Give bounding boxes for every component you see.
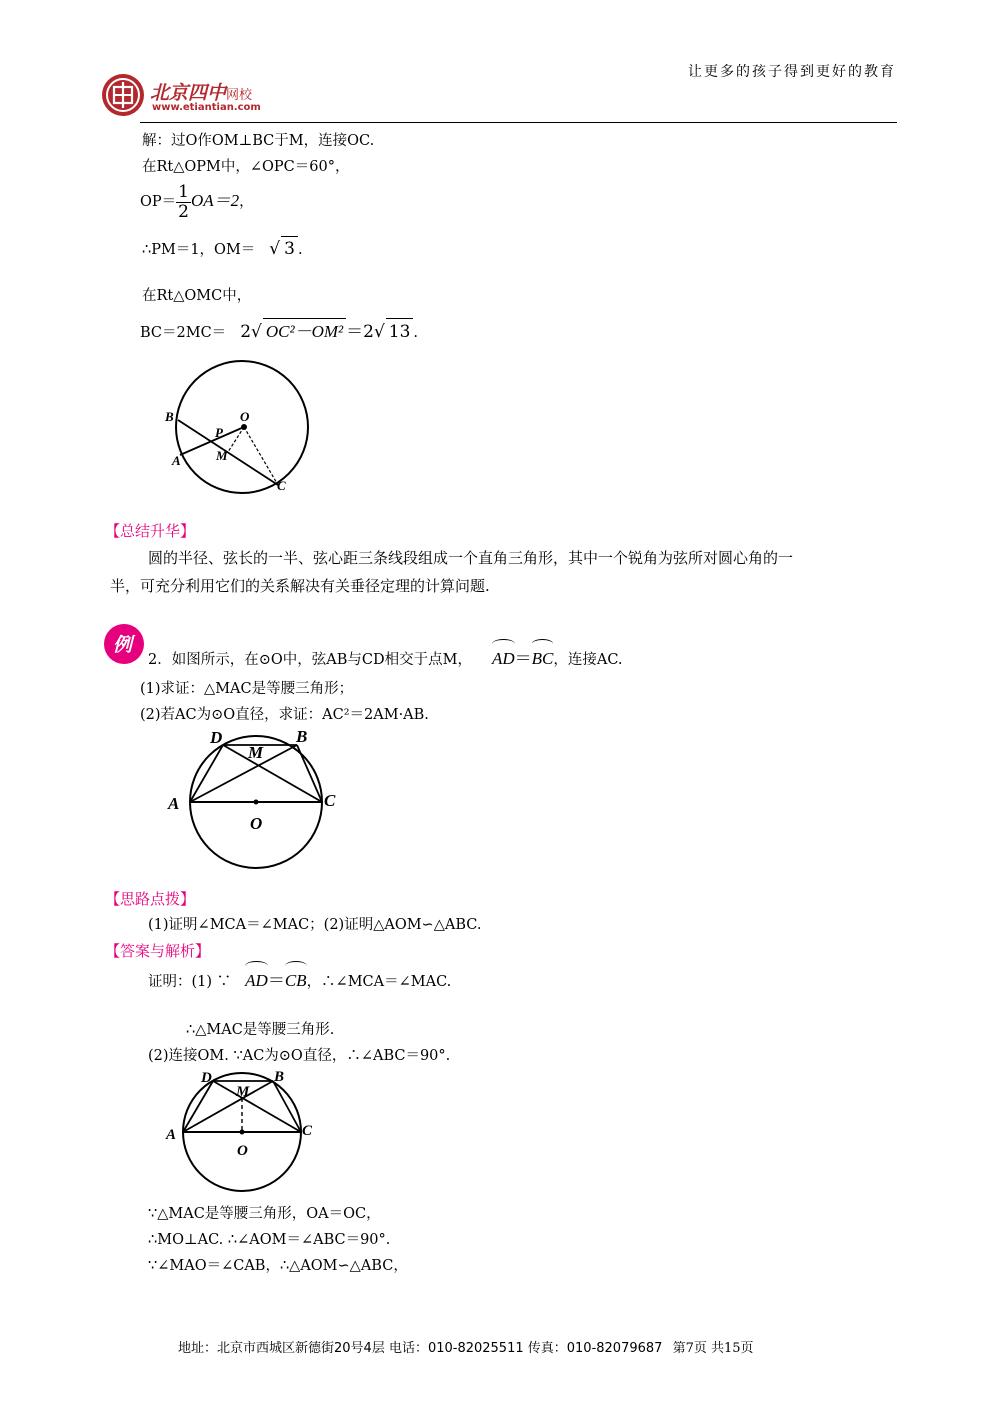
label-m: M [236,1084,250,1100]
proof-conclusion: ，∴∠MCA＝∠MAC. [306,974,452,990]
half-fraction [176,183,191,222]
sqrt-3: 3 [281,236,298,261]
logo-title [150,78,252,105]
label-d: D [210,728,223,747]
chord-cd [223,745,322,802]
example-question [148,644,623,675]
center-dot [254,800,259,805]
answer-line-3: (2)连接OM. ∵AC为⊙O直径，∴∠ABC＝90°. [148,1048,451,1064]
footer-page-number: 第7页 共15页 [672,1341,754,1356]
footer-address: 地址：北京市西城区新德街20号4层 电话：010-82025511 传真：010-82079687 [178,1341,663,1356]
solution-line-6: BC＝2MC＝ 2√ OC²－OM² ＝2√ 13 . [140,318,418,346]
summary-text-1: 圆的半径、弦长的一半、弦心距三条线段组成一个直角三角形，其中一个锐角为弦所对圆心角的一 [148,549,794,567]
fraction-numerator: 1 [178,181,189,202]
question-text-start: 2．如图所示，在⊙O中，弦AB与CD相交于点M， [148,652,472,668]
figure-answer [160,1065,330,1200]
answer-line-6: ∵∠MAO＝∠CAB，∴△AOM∽△ABC， [148,1258,408,1274]
label-b: B [296,727,308,746]
fraction-denominator: 2 [178,201,189,222]
label-a: A [172,453,181,468]
coef-2: 2 [240,322,252,342]
arc-ad: AD [492,644,515,674]
logo-net: 网校 [226,88,253,103]
center-dot [241,424,247,430]
equals-2: ＝2 [346,322,374,342]
solution-line-4: ∴PM＝1，OM＝ √ 3 . [142,236,303,262]
label-b: B [274,1069,285,1085]
hint-text: (1)证明∠MCA＝∠MAC；(2)证明△AOM∽△ABC. [148,917,482,933]
segment-oc [244,427,278,485]
header-rule [140,122,897,123]
label-c: C [324,791,336,810]
op-label: OP＝ [140,194,177,210]
bc-text: BC＝2MC＝ [140,325,227,341]
answer-line-4: ∵△MAC是等腰三角形，OA＝OC， [148,1206,381,1222]
label-b: B [165,409,174,424]
figure-example [160,725,350,875]
summary-text-2: 半，可充分利用它们的关系解决有关垂径定理的计算问题. [110,577,490,595]
figure-circle-chord [160,355,320,500]
solution-line-5: 在Rt△OMC中， [142,288,252,304]
segment-bc [297,745,322,802]
label-m: M [248,743,264,762]
logo-url: www.etiantian.com [152,102,261,113]
label-o: O [250,814,263,833]
summary-title: 【总结升华】 [105,522,196,540]
question-text-end: ，连接AC. [553,652,623,668]
solution-line-1: 解：过O作OM⊥BC于M，连接OC. [142,133,375,149]
label-c: C [302,1123,313,1139]
arc-ad: AD [245,966,268,996]
label-a: A [166,1127,177,1143]
center-dot [240,1130,245,1135]
period: . [413,325,419,341]
answer-line-1 [148,966,451,997]
school-logo-emblem [100,72,146,118]
label-d: D [201,1070,212,1086]
header-slogan: 让更多的孩子得到更好的教育 [688,64,896,80]
example-part-1: (1)求证：△MAC是等腰三角形； [140,681,354,697]
page-header [0,0,1000,130]
oa-expression: OA＝2 [190,191,240,210]
answer-title: 【答案与解析】 [105,942,211,960]
hint-title: 【思路点拨】 [105,890,196,908]
period: . [297,242,303,258]
logo-cn: 北京四中 [150,82,227,104]
pm-om-text: ∴PM＝1，OM＝ [142,242,256,258]
comma: ， [239,194,254,210]
chord-bc [178,420,278,485]
arc-equals: ＝ [267,971,285,991]
label-m: M [216,448,228,463]
arc-bc: BC [532,644,554,674]
label-o: O [240,409,250,424]
example-badge-text: 例 [113,634,133,656]
label-o: O [237,1143,248,1159]
page-footer [178,1337,754,1356]
radicand: OC²－OM² [263,318,346,345]
label-a: A [168,794,180,813]
arc-equals: ＝ [514,649,532,669]
example-part-2: (2)若AC为⊙O直径，求证：AC²＝2AM·AB. [140,707,429,723]
arc-cb: CB [285,966,307,996]
label-p: P [215,425,223,440]
proof-start: 证明：(1) ∵ [148,974,232,990]
solution-line-2: 在Rt△OPM中，∠OPC＝60°， [142,159,350,175]
answer-line-5: ∴MO⊥AC. ∴∠AOM＝∠ABC＝90°. [148,1232,391,1248]
answer-line-2: ∴△MAC是等腰三角形. [186,1022,335,1038]
chord-ab [183,1081,273,1132]
solution-line-3 [140,180,254,223]
sqrt-13: 13 [386,318,414,345]
label-c: C [277,478,286,493]
